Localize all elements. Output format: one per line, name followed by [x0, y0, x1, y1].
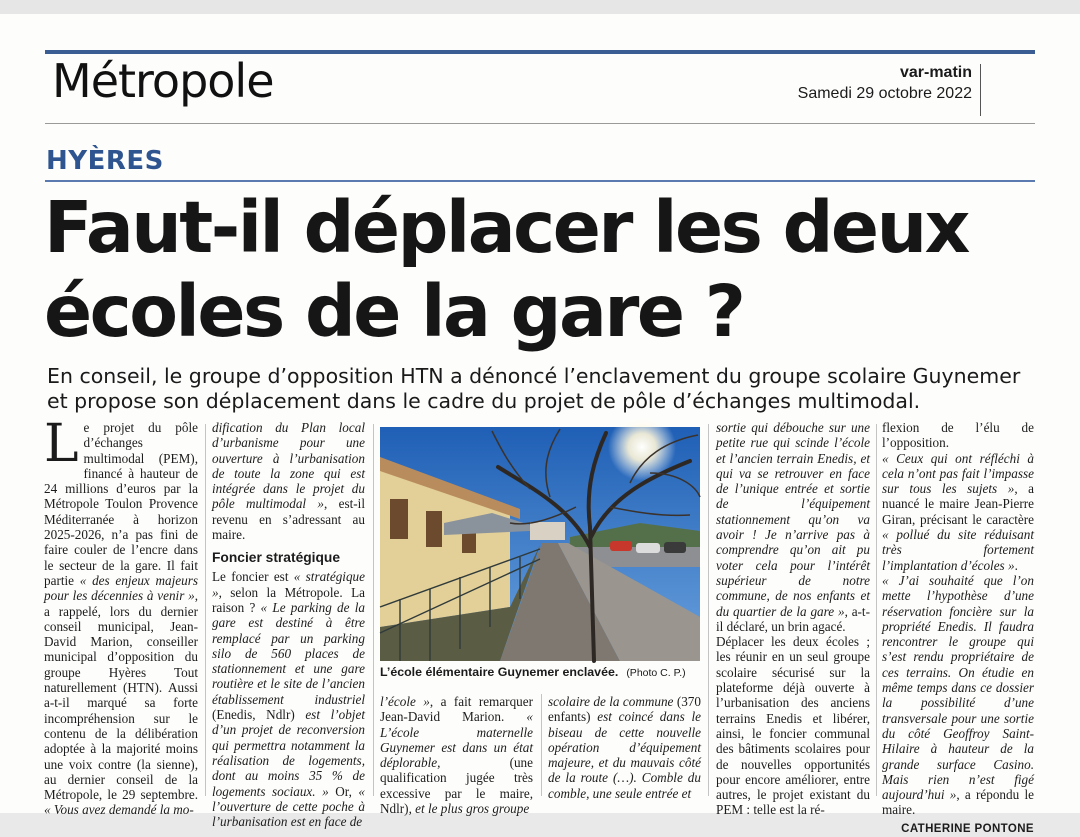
text-run: Déplacer les deux écoles ; les réunir en un seul groupe scolaire sécurisé sur la plateforme déjà ouverte à l’urbanisation des anciens terrains Enedis et libérer, ainsi, le foncier communal des bâtiments scolaires pour de nouvelles opportunités pour encore améliorer, entre autres, le projet existant du PEM : telle est la ré-	[716, 634, 870, 818]
header-bottom-rule	[45, 123, 1035, 124]
quote: « stratégique »	[212, 569, 366, 600]
article-column-2	[212, 420, 366, 830]
article-column-5	[716, 420, 870, 818]
headline: Faut-il déplacer les deux écoles de la gare ?	[44, 186, 968, 353]
column-divider	[876, 424, 877, 796]
article-photo	[380, 427, 700, 661]
column-divider	[373, 424, 374, 796]
photo-caption	[380, 664, 700, 681]
school-photo-illustration	[380, 427, 700, 661]
quote: est coincé dans le biseau de cette nouvelle opération d’équipement majeure, et du mauvais côté de la route (…). Comble du comble, une seule entrée et	[548, 709, 701, 801]
masthead	[798, 64, 972, 104]
subheading: Foncier stratégique	[212, 550, 341, 566]
publication-date: Samedi 29 octobre 2022	[797, 85, 972, 102]
text-run: Le foncier est	[212, 569, 294, 585]
text-run: (370 enfants)	[548, 694, 701, 725]
quote: scolaire de la commune	[548, 694, 674, 709]
drop-cap: L	[44, 414, 79, 474]
text-run: flexion de l’élu de l’opposition.	[882, 420, 1034, 451]
text-run: , a répondu le maire.	[882, 787, 1034, 818]
column-divider	[205, 424, 206, 796]
caption-text: L’école élémentaire Guynemer enclavée.	[380, 665, 619, 679]
column-divider	[541, 694, 542, 796]
text-run: , selon la Métropole. La raison ?	[212, 584, 365, 615]
text-run: (une qualification jugée très excessive par le maire, Ndlr),	[380, 755, 533, 817]
quote: « pollué du site réduisant très fortement l’implantation d’écoles »	[882, 527, 1034, 573]
kicker: HYÈRES	[46, 146, 164, 176]
kicker-rule	[45, 180, 1035, 182]
quote: « Vous avez demandé la mo-	[44, 802, 194, 818]
quote: est l’objet d’un projet de reconversion qui permettra notamment la réalisation de logements, dont au moins 35 % de logements sociaux. »	[212, 707, 365, 799]
text-run: , a-t-il déclaré, un brin agacé.	[716, 603, 870, 634]
article-column-3	[380, 694, 533, 817]
quote: dification du Plan local d’urbanisme pour une ouverture à l’urbanisation de toute la zone qui est intégrée dans le projet du pôle multimodal »	[212, 420, 365, 512]
article-column-1	[44, 414, 198, 818]
column-divider	[708, 424, 709, 796]
publication-name: var-matin	[899, 64, 972, 81]
text-run: , a fait remarquer Jean-David Marion.	[380, 694, 533, 725]
quote: et le plus gros groupe	[415, 801, 530, 817]
photo-credit: (Photo C. P.)	[626, 667, 686, 679]
quote: « L’école maternelle Guynemer est dans un état déplorable,	[380, 709, 533, 771]
text-run: e projet du pôle d’échanges multimodal (PEM), financé à hauteur de 24 millions d’euros par la Métropole Toulon Provence Méditerranée à horizon 2025-2026, n’a pas fini de faire couler de l’encre dans le secteur de la gare. Il fait partie	[44, 420, 198, 588]
quote: sortie qui débouche sur une petite rue qui scinde l’école et l’ancien terrain Enedis, et qui va se retrouver en face de l’unique entrée et sortie de l’équipement stationnement qu’on va avoir ! Je n’arrive pas à comprendre qu’on ait pu voter cela pour l’intérêt supérieur de notre commune, de nos enfants et du quartier de la gare »	[716, 420, 870, 619]
quote: « l’ouverture de cette poche à l’urbanisation est en face de	[212, 783, 365, 830]
quote: « Le parking de la gare est destiné à être remplacé par un parking silo de 560 places de stationnement et une gare routière et le site de l’ancien établissement industriel	[212, 599, 365, 707]
section-title: Métropole	[52, 54, 274, 108]
article-column-6	[882, 420, 1035, 835]
text-run: Or,	[328, 783, 359, 799]
quote: « des enjeux majeurs pour les décennies à venir »	[44, 572, 198, 604]
top-strip	[0, 0, 1080, 14]
text-run: .	[1014, 557, 1018, 573]
text-run: , a nuancé le maire Jean-Pierre Giran, précisant le caractère	[882, 481, 1035, 527]
article-column-4	[548, 694, 701, 801]
quote: « J’ai souhaité que l’on mette l’hypothèse d’une réservation foncière sur la propriété Enedis. Il faudra rencontrer le groupe qui s’est rendu propriétaire de ces terrains. On étudie en même temps dans ce dossier la possibilité d’une transversale pour une sortie du côté Geoffroy Saint-Hilaire à hauteur de la grande surface Casino. Mais rien n’est figé aujourd’hui »	[882, 572, 1034, 803]
quote: « Ceux qui ont réfléchi à cela n’ont pas fait l’impasse sur tous les sujets »	[882, 450, 1034, 497]
masthead-divider	[980, 64, 981, 116]
text-run: (Enedis, Ndlr)	[212, 707, 306, 723]
standfirst: En conseil, le groupe d’opposition HTN a dénoncé l’enclavement du groupe scolaire Guynemer et propose son déplacement dans le cadre du projet de pôle d’échanges multimodal.	[47, 364, 1021, 413]
author-byline: CATHERINE PONTONE	[901, 822, 1034, 835]
quote: l’école »	[380, 694, 430, 709]
text-run: , est-il revenu en s’adressant au maire.	[212, 496, 365, 543]
text-run: , a rappelé, lors du dernier conseil municipal, Jean-David Marion, conseiller municipal d’opposition du groupe Hyères Tout naturellement (HTN). Aussi a-t-il marqué sa forte incompréhension sur le contenu de la délibération adoptée à la majorité moins une voix contre (la sienne), au dernier conseil de la Métropole, le 29 septembre.	[44, 588, 198, 803]
